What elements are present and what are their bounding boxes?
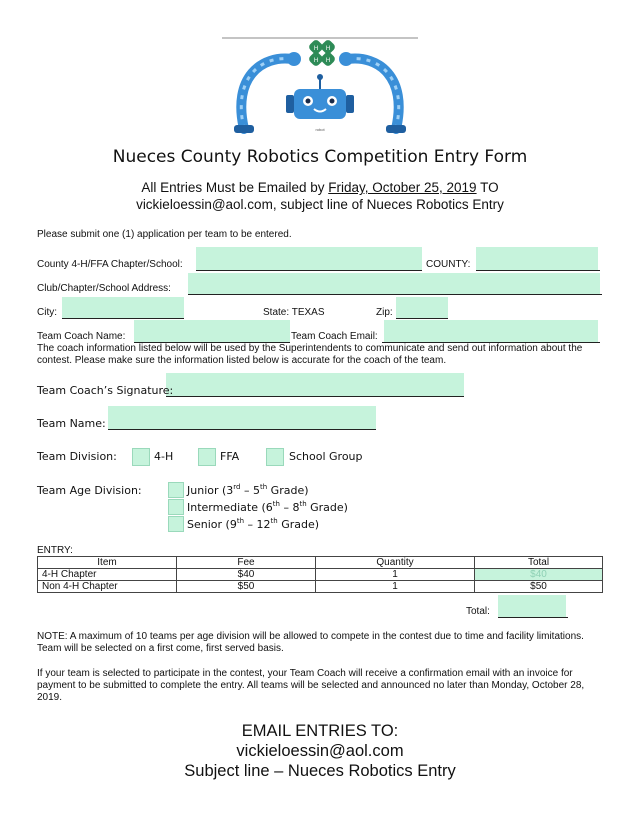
chapter-label: County 4-H/FFA Chapter/School: bbox=[37, 259, 183, 270]
logo bbox=[222, 37, 418, 135]
total-label: Total: bbox=[466, 606, 490, 617]
age-senior-label: Senior (9th – 12th Grade) bbox=[187, 517, 320, 531]
county-label: COUNTY: bbox=[426, 259, 471, 270]
table-row bbox=[38, 581, 603, 593]
zip-label: Zip: bbox=[376, 307, 393, 318]
deadline-line bbox=[0, 180, 640, 195]
age-senior-checkbox[interactable] bbox=[168, 516, 184, 532]
address-label: Club/Chapter/School Address: bbox=[37, 283, 171, 294]
clover-letter: H bbox=[313, 58, 319, 64]
team-name-underline bbox=[108, 429, 376, 430]
row-total[interactable]: $40 bbox=[475, 569, 603, 581]
coach-email-field[interactable] bbox=[384, 320, 598, 342]
age-junior-label: Junior (3rd – 5th Grade) bbox=[187, 483, 309, 497]
coach-note: The coach information listed below will be used by the Superintendents to communicate and send out information about the contest. Please make sure the information listed below is accurate for the coach of the team. bbox=[37, 343, 583, 366]
footer-subject: Subject line – Nueces Robotics Entry bbox=[184, 762, 456, 780]
clover-letter: H bbox=[325, 46, 331, 52]
zip-underline bbox=[396, 318, 448, 319]
division-school-checkbox[interactable] bbox=[266, 448, 284, 466]
footer-email: vickieloessin@aol.com bbox=[236, 742, 404, 760]
row-item: 4-H Chapter bbox=[38, 569, 177, 581]
row-fee: $50 bbox=[177, 581, 316, 593]
age-division-label: Team Age Division: bbox=[37, 484, 142, 497]
col-item: Item bbox=[38, 557, 177, 569]
page-title: Nueces County Robotics Competition Entry Form bbox=[112, 147, 528, 167]
city-field[interactable] bbox=[62, 297, 184, 319]
division-4h-label: 4-H bbox=[154, 450, 174, 463]
chapter-underline bbox=[196, 270, 422, 271]
row-item: Non 4-H Chapter bbox=[38, 581, 177, 593]
chapter-field[interactable] bbox=[196, 247, 422, 271]
county-underline bbox=[476, 270, 600, 271]
entry-label: ENTRY: bbox=[37, 545, 73, 556]
clover-letter: H bbox=[313, 46, 319, 52]
county-field[interactable] bbox=[476, 247, 598, 271]
table-row bbox=[38, 569, 603, 581]
division-4h-checkbox[interactable] bbox=[132, 448, 150, 466]
age-junior-checkbox[interactable] bbox=[168, 482, 184, 498]
total-field[interactable] bbox=[498, 595, 566, 617]
note-selection: If your team is selected to participate in the contest, your Team Coach will receive a confirmation email with an invoice for payment to be submitted to complete the entry. All teams will be selected and announced no later than Monday, October 28, 2019. bbox=[37, 668, 585, 703]
deadline-suffix: TO bbox=[476, 180, 499, 195]
age-intermediate-label: Intermediate (6th – 8th Grade) bbox=[187, 500, 348, 514]
col-fee: Fee bbox=[177, 557, 316, 569]
deadline-prefix: All Entries Must be Emailed by bbox=[141, 180, 329, 195]
team-name-label: Team Name: bbox=[37, 417, 106, 430]
deadline-date: Friday, October 25, 2019 bbox=[328, 180, 477, 195]
team-name-field[interactable] bbox=[108, 406, 376, 430]
address-field[interactable] bbox=[188, 273, 600, 295]
coach-name-label: Team Coach Name: bbox=[37, 331, 126, 342]
signature-underline bbox=[166, 396, 464, 397]
table-header-row bbox=[38, 557, 603, 569]
col-total: Total bbox=[475, 557, 603, 569]
coach-email-label: Team Coach Email: bbox=[291, 331, 378, 342]
clover-letter: H bbox=[325, 58, 331, 64]
robot-label: robot bbox=[315, 127, 325, 132]
footer-heading: EMAIL ENTRIES TO: bbox=[241, 722, 399, 740]
division-label: Team Division: bbox=[37, 450, 117, 463]
note-max-teams: NOTE: A maximum of 10 teams per age division will be allowed to compete in the contest due to time and facility limitations. Team will be selected on a first come, first served basis. bbox=[37, 631, 584, 654]
division-ffa-label: FFA bbox=[220, 450, 240, 463]
division-ffa-checkbox[interactable] bbox=[198, 448, 216, 466]
deadline-email-line: vickieloessin@aol.com, subject line of Nueces Robotics Entry bbox=[136, 197, 504, 212]
division-school-label: School Group bbox=[289, 450, 363, 463]
address-underline bbox=[188, 294, 602, 295]
entry-table bbox=[37, 556, 603, 593]
row-total: $50 bbox=[475, 581, 603, 593]
row-qty: 1 bbox=[316, 581, 475, 593]
zip-field[interactable] bbox=[396, 297, 448, 319]
signature-label: Team Coach’s Signature: bbox=[37, 384, 174, 397]
clover-icon bbox=[308, 39, 337, 68]
state-label: State: TEXAS bbox=[263, 307, 325, 318]
row-qty: 1 bbox=[316, 569, 475, 581]
age-intermediate-checkbox[interactable] bbox=[168, 499, 184, 515]
instruction-text: Please submit one (1) application per team to be entered. bbox=[37, 229, 292, 240]
row-fee: $40 bbox=[177, 569, 316, 581]
col-quantity: Quantity bbox=[316, 557, 475, 569]
city-underline bbox=[62, 318, 184, 319]
city-label: City: bbox=[37, 307, 57, 318]
total-underline bbox=[498, 617, 568, 618]
signature-field[interactable] bbox=[166, 373, 464, 397]
robot-clover-logo-icon bbox=[222, 37, 418, 135]
coach-name-field[interactable] bbox=[134, 320, 290, 342]
